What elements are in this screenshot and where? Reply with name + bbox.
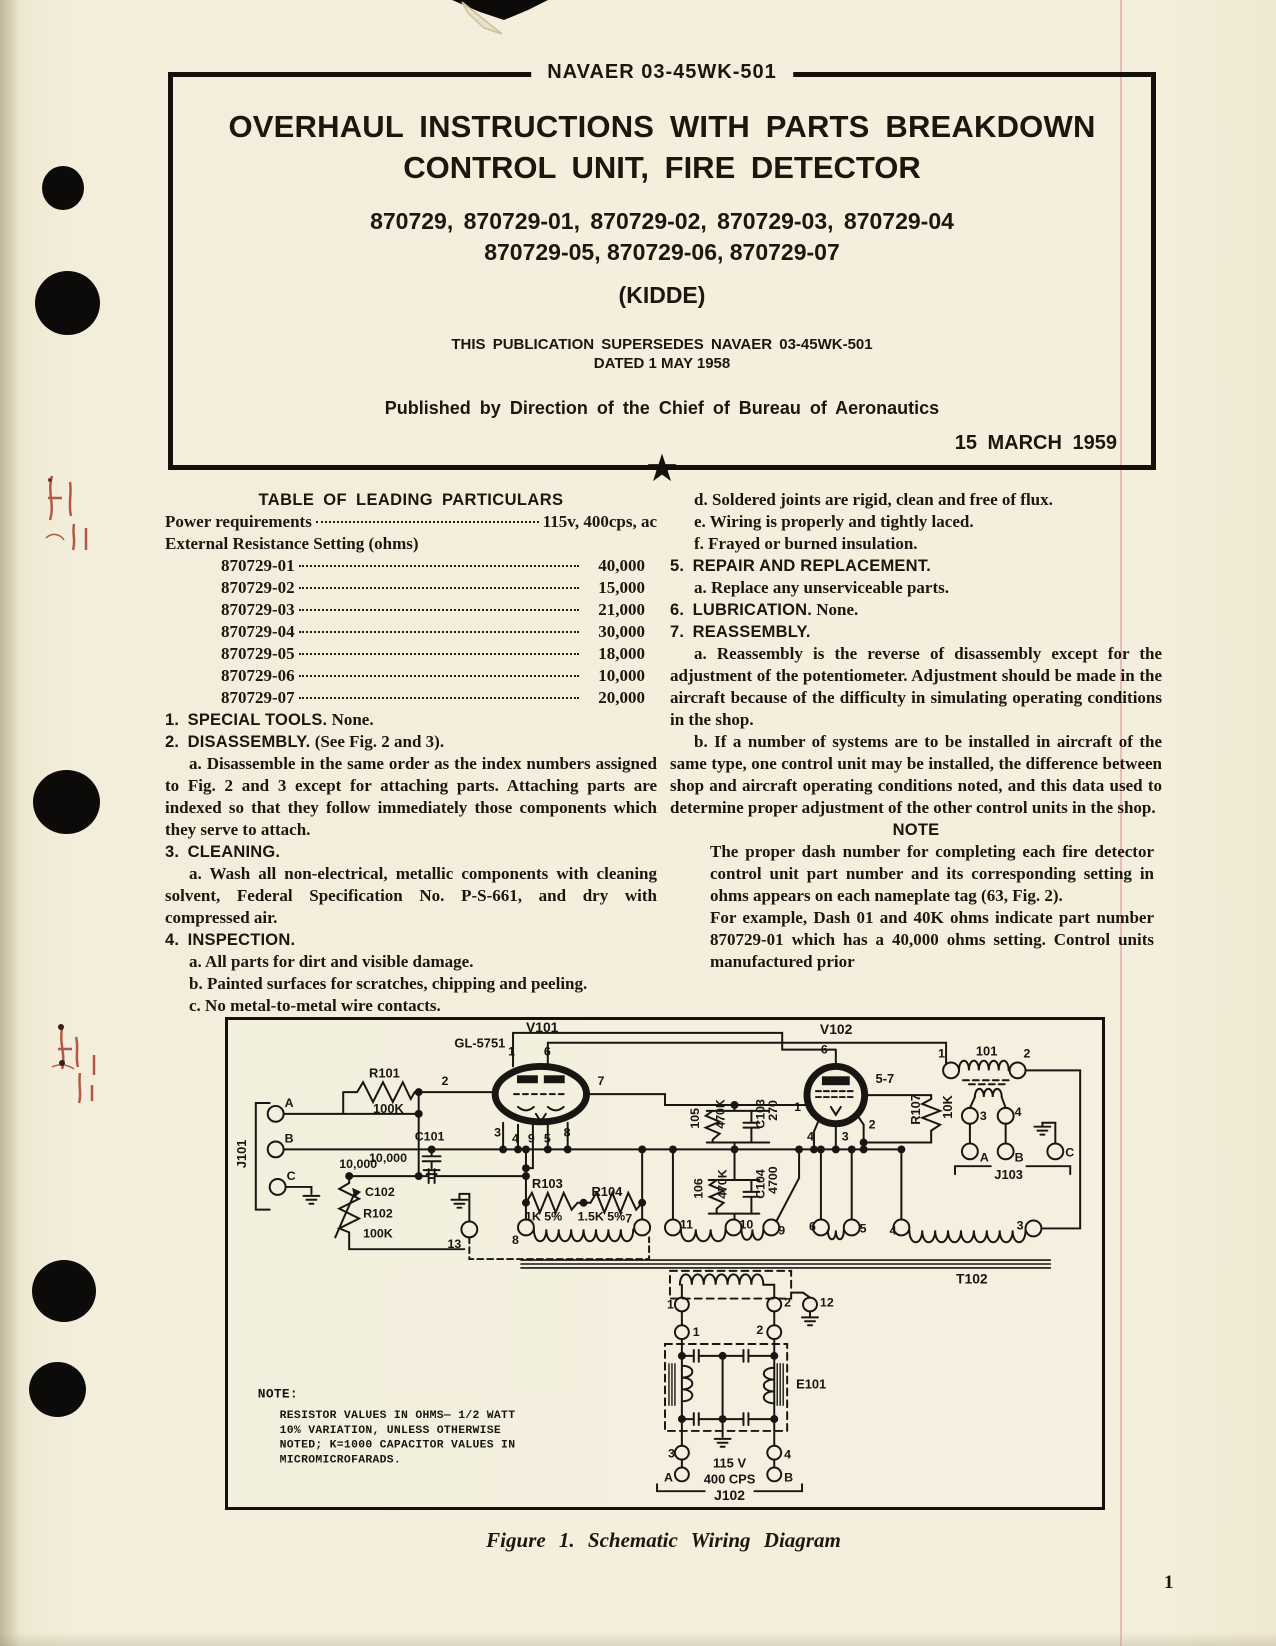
schematic-label: C101 <box>414 1129 445 1144</box>
page-number: 1 <box>1164 1572 1174 1593</box>
resistance-heading: External Resistance Setting (ohms) <box>165 534 419 553</box>
schematic-label: 11 <box>679 1217 694 1232</box>
schematic-label: C <box>286 1169 296 1184</box>
schematic-label: RESISTOR VALUES IN OHMS— 1/2 WATT <box>279 1410 516 1423</box>
schematic-label: 3 <box>841 1129 849 1144</box>
schematic-label: 106 <box>691 1178 706 1199</box>
right-paragraphs <box>670 489 1162 973</box>
schematic-label: B <box>784 1470 794 1485</box>
schematic-label: 1 <box>794 1099 802 1114</box>
schematic-label: 6 <box>543 1044 551 1059</box>
star-icon: ★ <box>644 446 680 490</box>
schematic-label: 101 <box>975 1043 998 1059</box>
schematic-label: 3 <box>979 1108 987 1123</box>
doc-title-line2: CONTROL UNIT, FIRE DETECTOR <box>403 150 921 185</box>
schematic-label: 10,000 <box>339 1157 378 1172</box>
schematic-label: 4700 <box>766 1166 781 1194</box>
paragraph: a. Replace any unserviceable parts. <box>694 578 949 597</box>
schematic-label: C <box>1065 1145 1075 1160</box>
red-ink-mark <box>46 1015 116 1110</box>
schematic-label: V102 <box>819 1020 853 1037</box>
schematic-label: 7 <box>597 1074 605 1089</box>
paragraph: b. Painted surfaces for scratches, chipping and peeling. <box>189 974 588 993</box>
paragraph: 6. LUBRICATION. None. <box>670 600 859 619</box>
schematic-label: 12 <box>819 1295 834 1310</box>
manufacturer: (KIDDE) <box>618 282 706 308</box>
table-row: 870729-07 20,000 <box>221 688 645 707</box>
scan-edge-shadow-bottom <box>0 1632 1276 1646</box>
schematic-label: 1.5K 5% <box>577 1209 626 1224</box>
schematic-label: 9 <box>778 1223 786 1238</box>
schematic-label: 2 <box>868 1117 876 1132</box>
body-columns <box>165 489 1162 1017</box>
schematic-label: 4 <box>1014 1104 1022 1119</box>
supersedes-line1: THIS PUBLICATION SUPERSEDES NAVAER 03-45WK-501 <box>451 336 873 353</box>
leader-dots <box>316 521 539 523</box>
schematic-label: 6 <box>820 1042 828 1057</box>
table-row: 870729-06 10,000 <box>221 666 645 685</box>
table-row: 870729-05 18,000 <box>221 644 645 663</box>
torn-corner <box>440 0 560 48</box>
paragraph: 3. CLEANING. <box>165 843 281 861</box>
paragraph: e. Wiring is properly and tightly laced. <box>694 512 974 531</box>
hole-punch-mark <box>33 770 100 834</box>
schematic-label: 10 <box>739 1217 754 1232</box>
left-paragraphs <box>165 709 657 1017</box>
schematic-label: R104 <box>591 1183 623 1199</box>
right-column <box>670 489 1162 1017</box>
doc-number: NAVAER 03-45WK-501 <box>531 61 793 84</box>
schematic-label: J102 <box>714 1487 746 1504</box>
part-numbers-line2: 870729-05, 870729-06, 870729-07 <box>484 239 840 265</box>
published-by: Published by Direction of the Chief of Bureau of Aeronautics <box>384 398 940 418</box>
schematic-label: A <box>664 1470 673 1485</box>
schematic-label: 5-7 <box>875 1071 895 1087</box>
schematic-label: 105 <box>687 1108 702 1129</box>
paragraph: a. Disassemble in the same order as the index numbers assigned to Fig. 2 and 3 except for attaching parts. Attaching parts are indexed so that they follow immediately those components which they serve to attach. <box>165 754 657 839</box>
schematic-label: 270 <box>766 1100 781 1121</box>
hole-punch-mark <box>32 1260 96 1322</box>
schematic-label: J101 <box>233 1139 249 1169</box>
schematic-label: 2 <box>1023 1046 1031 1061</box>
hole-punch-mark <box>35 271 100 335</box>
schematic-label: A <box>284 1095 294 1110</box>
schematic-label: 470K <box>713 1099 728 1129</box>
schematic-label: R103 <box>531 1175 563 1191</box>
figure-caption: Figure 1. Schematic Wiring Diagram <box>486 1528 841 1552</box>
schematic-label: 470K <box>715 1169 730 1199</box>
schematic-label: NOTE: <box>257 1386 298 1402</box>
schematic-label: A <box>979 1150 989 1165</box>
schematic-label: 3 <box>1016 1218 1024 1233</box>
table-row: 870729-01 40,000 <box>221 556 645 575</box>
schematic-label: B <box>284 1131 294 1146</box>
schematic-label: V101 <box>525 1020 559 1035</box>
schematic-label: T102 <box>956 1270 988 1287</box>
paragraph: c. No metal-to-metal wire contacts. <box>189 996 441 1015</box>
schematic-label: 100K <box>363 1226 393 1241</box>
schematic-label: GL-5751 <box>454 1035 506 1051</box>
scan-edge-shadow <box>0 0 20 1646</box>
schematic-diagram <box>228 1020 1102 1507</box>
paragraph: a. Wash all non-electrical, metallic components with cleaning solvent, Federal Specification No. P-S-661, and dry with compressed air. <box>165 864 657 927</box>
schematic-label: C104 <box>753 1169 768 1199</box>
schematic-label: J103 <box>994 1167 1023 1183</box>
paragraph: 5. REPAIR AND REPLACEMENT. <box>670 557 931 575</box>
paragraph: NOTE <box>892 821 940 839</box>
paragraph: d. Soldered joints are rigid, clean and free of flux. <box>694 490 1053 509</box>
doc-title-line1: OVERHAUL INSTRUCTIONS WITH PARTS BREAKDOWN <box>228 109 1096 144</box>
schematic-label: 100K <box>373 1100 404 1116</box>
schematic-label: 1 <box>938 1046 946 1061</box>
table-title: TABLE OF LEADING PARTICULARS <box>258 491 564 509</box>
paragraph: a. Reassembly is the reverse of disassembly except for the adjustment of the potentiometer. Adjustment should be made in the aircraft because of the difficulty in simulating operating conditions in the shop. <box>670 644 1162 729</box>
schematic-label: 10K <box>939 1095 956 1119</box>
schematic-label: 4 <box>512 1131 519 1146</box>
paragraph: The proper dash number for completing each fire detector control unit part number and its corresponding setting in ohms appears on each nameplate tag (63, Fig. 2). <box>710 842 1154 905</box>
schematic-label: 5 <box>543 1131 551 1146</box>
hole-punch-mark <box>29 1362 86 1417</box>
resistance-table <box>165 555 657 709</box>
schematic-label: 7 <box>625 1211 633 1226</box>
schematic-label: 4 <box>889 1223 897 1238</box>
paragraph: 7. REASSEMBLY. <box>670 623 811 641</box>
schematic-label: 2 <box>756 1323 764 1338</box>
schematic-label: 9 <box>527 1131 535 1146</box>
schematic-label: 10% VARIATION, UNLESS OTHERWISE <box>279 1424 502 1437</box>
schematic-label: 2 <box>784 1295 792 1310</box>
table-row: 870729-04 30,000 <box>221 622 645 641</box>
schematic-label: E101 <box>796 1376 827 1392</box>
schematic-label: 5 <box>859 1221 867 1236</box>
schematic-label: 1K 5% <box>524 1209 563 1224</box>
paragraph: f. Frayed or burned insulation. <box>694 534 918 553</box>
schematic-label: C102 <box>365 1184 395 1199</box>
schematic-label: 400 CPS <box>703 1471 756 1487</box>
power-requirements-row <box>165 511 657 533</box>
schematic-label: 1 <box>692 1325 700 1340</box>
schematic-label: R102 <box>363 1206 393 1221</box>
schematic-label: 6 <box>809 1219 816 1234</box>
schematic-label: 2 <box>441 1074 449 1089</box>
part-numbers-line1: 870729, 870729-01, 870729-02, 870729-03, 870729-04 <box>370 208 954 234</box>
table-row: 870729-02 15,000 <box>221 578 645 597</box>
red-ink-mark <box>34 468 114 588</box>
schematic-label: 8 <box>512 1233 519 1248</box>
paragraph: b. If a number of systems are to be installed in aircraft of the same type, one control unit may be installed, the difference between shop and aircraft operating conditions noted, and this data used to determine proper adjustment of the other control units in the shop. <box>670 732 1162 817</box>
power-label: Power requirements <box>165 512 312 531</box>
schematic-label: 13 <box>447 1237 462 1252</box>
paragraph: 1. SPECIAL TOOLS. None. <box>165 710 374 729</box>
left-column <box>165 489 657 1017</box>
schematic-label: B <box>1014 1150 1024 1165</box>
paragraph: 2. DISASSEMBLY. (See Fig. 2 and 3). <box>165 732 445 751</box>
schematic-label: C103 <box>753 1099 768 1129</box>
schematic-label: 115 V <box>713 1455 747 1471</box>
schematic-label: 1 <box>508 1044 515 1059</box>
header-box <box>168 61 1156 490</box>
supersedes-line2: DATED 1 MAY 1958 <box>593 355 731 372</box>
schematic-label: 3 <box>494 1125 502 1140</box>
table-row: 870729-03 21,000 <box>221 600 645 619</box>
hole-punch-mark <box>42 166 84 210</box>
schematic-label: 1 <box>666 1297 674 1312</box>
power-value: 115v, 400cps, ac <box>542 512 657 531</box>
schematic-label: 4 <box>784 1447 792 1462</box>
publication-date: 15 MARCH 1959 <box>954 432 1117 454</box>
paragraph: a. All parts for dirt and visible damage. <box>189 952 474 971</box>
schematic-figure <box>225 1017 1105 1510</box>
schematic-label: R107 <box>908 1094 924 1125</box>
schematic-labels <box>234 1020 1074 1503</box>
schematic-label: 4 <box>807 1129 814 1144</box>
schematic-label: 8 <box>563 1125 571 1140</box>
paragraph: 4. INSPECTION. <box>165 931 296 949</box>
paragraph: For example, Dash 01 and 40K ohms indicate part number 870729-01 which has a 40,000 ohms setting. Control units manufactured prior <box>710 908 1154 971</box>
schematic-label: MICROMICROFARADS. <box>279 1454 402 1467</box>
schematic-label: NOTED; K=1000 CAPACITOR VALUES IN <box>279 1439 516 1452</box>
schematic-label: 3 <box>667 1446 675 1461</box>
schematic-label: 10,000 <box>369 1151 407 1166</box>
schematic-label: R101 <box>369 1065 400 1081</box>
